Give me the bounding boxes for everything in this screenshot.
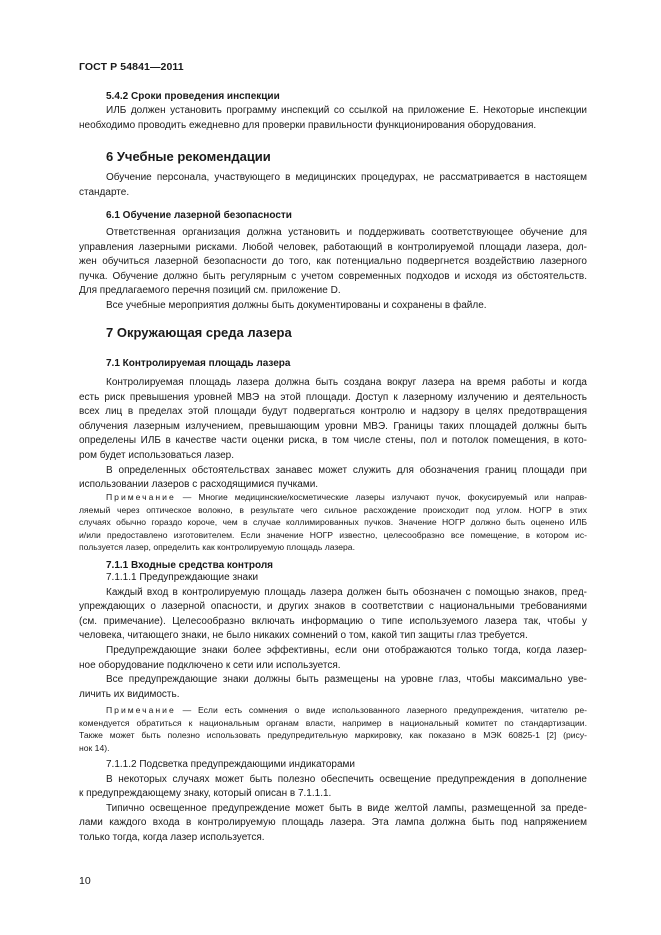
note-label: Примечание (106, 492, 176, 502)
section-6-1-paragraph (79, 226, 587, 314)
text-line: В некоторых случаях может быть полезно обеспечить освещение предупреждения в дополнение (106, 773, 587, 785)
text-line (79, 491, 587, 504)
text-line: и/или предоставлено изготовителем. Если значение НОГР известно, целесообразно все помещение, в котором ис- (79, 529, 587, 540)
text-line: Обучение персонала, участвующего в медицинских процедурах, не рассматривается в настоящем (106, 172, 587, 183)
text-line: Типично освещенное предупреждение может быть в виде желтой лампы, размещенной за преде- (106, 802, 587, 814)
document-header: ГОСТ Р 54841—2011 (79, 61, 184, 73)
text-line: ное оборудование подключено к сети или используется. (79, 659, 341, 671)
text-line: стандарте. (79, 186, 130, 198)
text-line: Предупреждающие знаки более эффективны, если они отображаются только тогда, когда лазер- (106, 644, 587, 656)
text-line: определены ИЛБ в качестве части оценки риска, в том числе стены, пол и потолок помещения, в кото- (79, 435, 587, 447)
note-text: — Многие медицинские/косметические лазеры излучают пучок, фокусируемый или направ- (175, 492, 587, 502)
text-line: есть риск превышения уровней МВЭ на этой площади. Доступ к лазерному излучению и деятельность (79, 391, 587, 403)
section-7-1-1-2-title: 7.1.1.2 Подсветка предупреждающими индикаторами (106, 759, 355, 770)
text-line: к предупреждающему знаку, который описан в 7.1.1.1. (79, 788, 332, 800)
text-line: облучения лазерным излучением, превышающим уровни МВЭ. Границы таких площадей должны быть (79, 420, 587, 432)
text-line: Все учебные мероприятия должны быть документированы и сохранены в файле. (106, 299, 487, 311)
note-text: — Если есть сомнения о виде использованного лазерного предупреждения, читателю ре- (175, 705, 587, 715)
text-line: пучка. Обучение должно быть регулярным с учетом современных подходов и исходя из обстоятельств. (79, 270, 587, 282)
section-7-title: 7 Окружающая среда лазера (106, 325, 292, 340)
text-line: управления лазерными рисками. Любой человек, работающий в контролируемой площади лазера, дол- (79, 241, 587, 253)
section-7-1-1-1-title: 7.1.1.1 Предупреждающие знаки (106, 572, 259, 583)
text-line: ИЛБ должен установить программу инспекций со ссылкой на приложение Е. Некоторые инспекции (106, 105, 587, 116)
text-line: комендуется обратиться к национальным органам власти, например в национальный комитет по стандартизации. (79, 717, 587, 728)
text-line: ляемый через оптическое волокно, в результате чего сильное расхождение происходит под углом. НОГР в этих (79, 504, 587, 515)
text-line: В определенных обстоятельствах занавес может служить для обозначения границ площади при (106, 464, 587, 476)
text-line: случаях обычно гораздо короче, чем в случае коллимированных пучков. Значение НОГР должно быть оценено ИЛБ (79, 517, 587, 528)
text-line (79, 704, 587, 717)
section-7-1-1-2-block (79, 758, 587, 846)
text-line: упреждающих о лазерной опасности, и других знаков в соответствии с национальными требованиями (79, 601, 587, 613)
text-line: Также может быть полезно использовать предупредительную маркировку, как показано в МЭК 60825-1 [2] (рису- (79, 730, 587, 741)
text-line: Все предупреждающие знаки должны быть размещены на уровне глаз, чтобы максимально уве- (106, 674, 587, 686)
text-line: только тогда, когда лазер используется. (79, 831, 265, 843)
section-6-1-title: 6.1 Обучение лазерной безопасности (106, 210, 292, 221)
text-line: человека, читающего знаки, не было никаких сомнений о том, какой тип защиты глаз требуется. (79, 630, 528, 642)
text-line: пользуется лазер, определить как контролируемую площадь лазера. (79, 542, 355, 553)
page-number: 10 (79, 875, 91, 887)
note-1 (79, 491, 587, 554)
section-7-1-1-1-block (79, 571, 587, 702)
text-line: Для предлагаемого перечня позиций см. приложение D. (79, 285, 341, 297)
text-line: Ответственная организация должна установить и поддерживать соответствующее обучение для (106, 227, 587, 238)
text-line: Каждый вход в контролируемую площадь лазера должен быть обозначен с помощью знаков, пред- (106, 586, 587, 598)
note-2 (79, 704, 587, 754)
text-line: Контролируемая площадь лазера должна быть создана вокруг лазера на время работы и когда (106, 377, 587, 388)
section-6-paragraph-1 (79, 171, 587, 200)
text-line: всех лиц в пределах этой площади будут подвергаться контролю и надзору в целях предотвращения (79, 406, 587, 418)
text-line: личить их видимость. (79, 688, 180, 700)
section-7-1-title: 7.1 Контролируемая площадь лазера (106, 358, 291, 369)
text-line: жен обучиться лазерной безопасности до того, как потенциально подвергнется воздействию лазерного (79, 256, 587, 268)
text-line: необходимо проводить ежедневно для проверки правильности функционирования оборудования. (79, 119, 537, 131)
text-line: лами каждого входа в контролируемую площадь лазера. Эта лампа должна быть под напряжением (79, 817, 587, 829)
text-line: использовании лазеров с расходящимися пучками. (79, 479, 319, 491)
section-6-title: 6 Учебные рекомендации (106, 149, 271, 164)
text-line: нок 14). (79, 742, 110, 753)
section-5-4-2-title: 5.4.2 Сроки проведения инспекции (106, 91, 280, 102)
section-7-1-1-title: 7.1.1 Входные средства контроля (106, 560, 274, 571)
text-line: ром будет использоваться лазер. (79, 449, 234, 461)
section-5-4-2-text (79, 104, 587, 133)
text-line: (см. примечание). Целесообразно включать информацию о типе используемого лазера так, чтобы у (79, 615, 587, 627)
note-label: Примечание (106, 705, 176, 715)
section-7-1-paragraph-1 (79, 376, 587, 493)
